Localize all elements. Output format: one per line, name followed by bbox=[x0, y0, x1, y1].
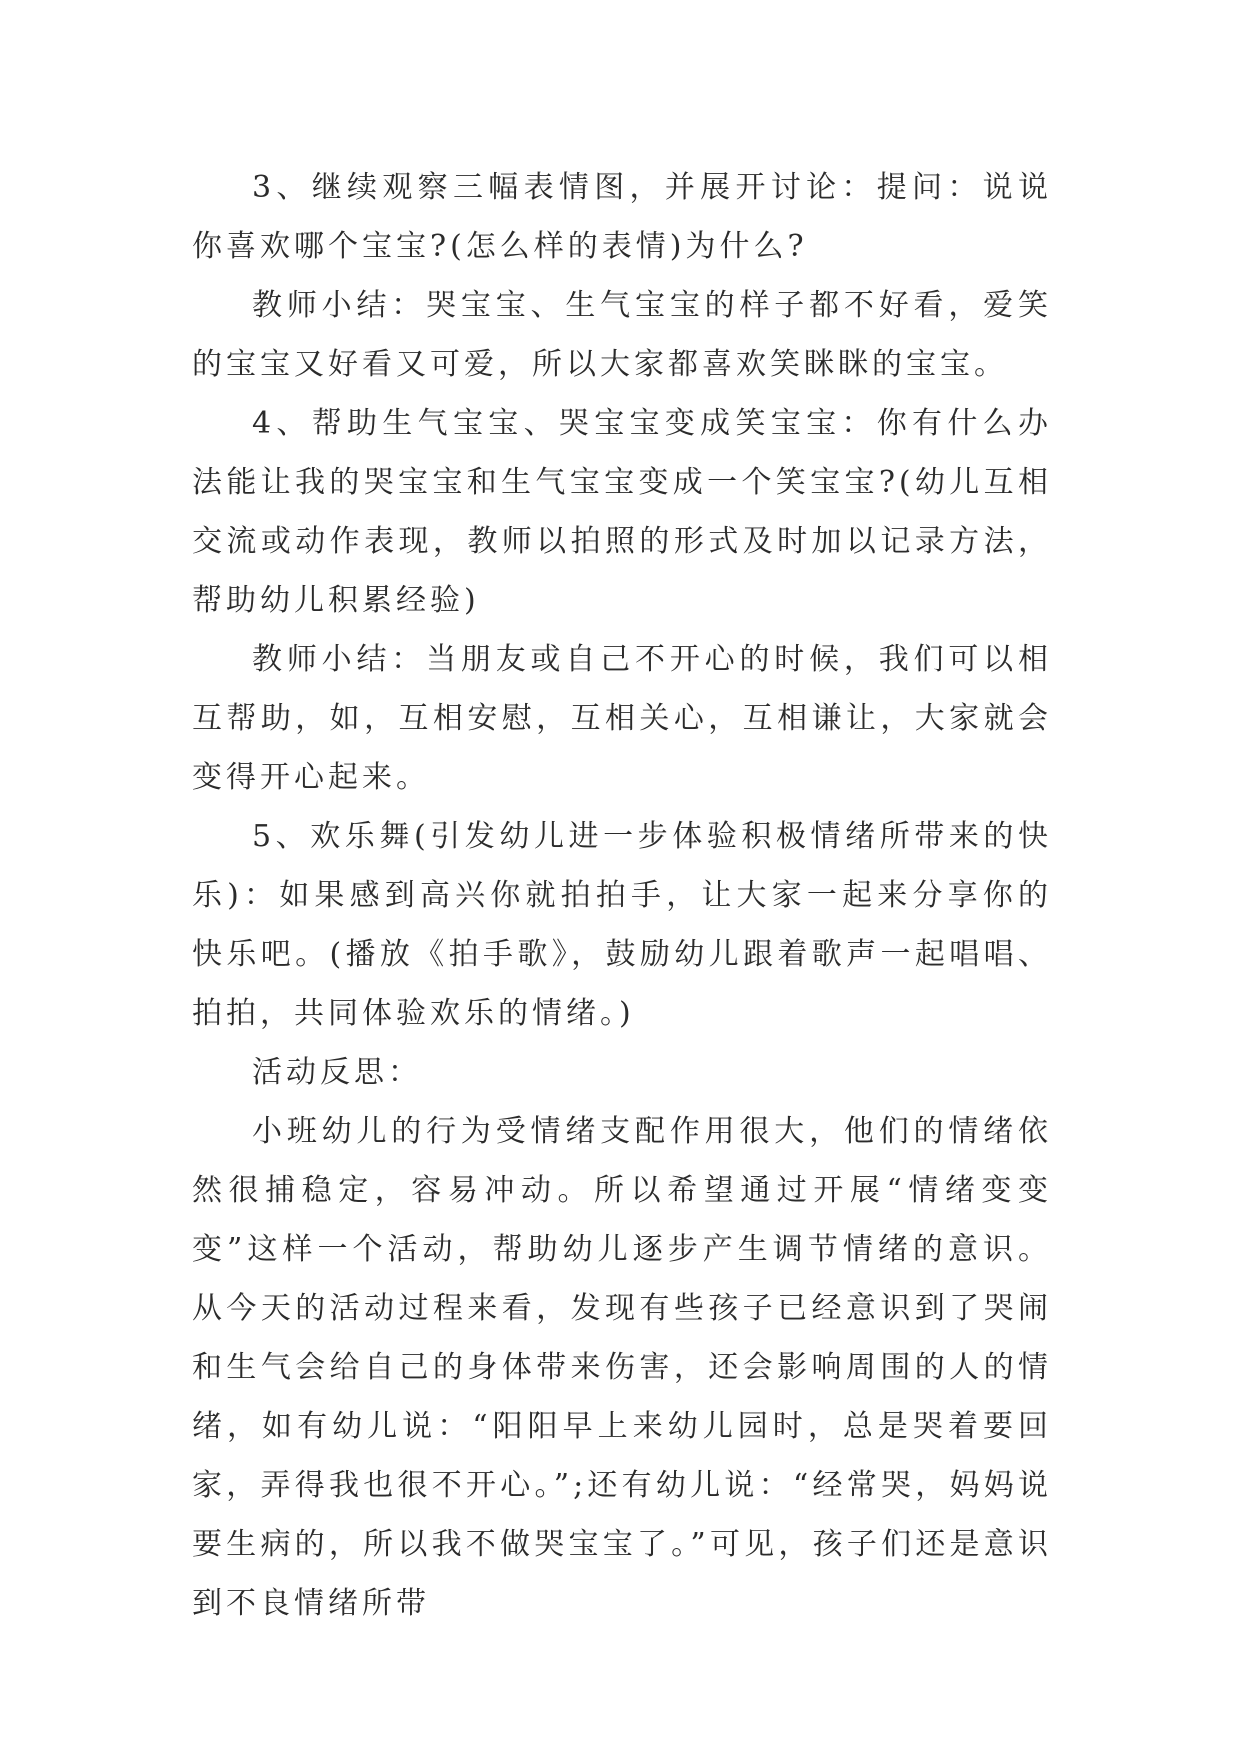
paragraph-step-4: 4、帮助生气宝宝、哭宝宝变成笑宝宝：你有什么办法能让我的哭宝宝和生气宝宝变成一个笑宝宝?(幼儿互相交流或动作表现，教师以拍照的形式及时加以记录方法，帮助幼儿积累经验) bbox=[192, 406, 1052, 618]
section-heading-reflection: 活动反思： bbox=[252, 1055, 422, 1090]
paragraph-teacher-summary-1: 教师小结：哭宝宝、生气宝宝的样子都不好看，爱笑的宝宝又好看又可爱，所以大家都喜欢笑眯眯的宝宝。 bbox=[192, 288, 1052, 382]
paragraph-reflection: 小班幼儿的行为受情绪支配作用很大，他们的情绪依然很捕稳定，容易冲动。所以希望通过开展“情绪变变变”这样一个活动，帮助幼儿逐步产生调节情绪的意识。从今天的活动过程来看，发现有些孩子已经意识到了哭闹和生气会给自己的身体带来伤害，还会影响周围的人的情绪，如有幼儿说：“阳阳早上来幼儿园时，总是哭着要回家，弄得我也很不开心。”;还有幼儿说：“经常哭，妈妈说要生病的，所以我不做哭宝宝了。”可见，孩子们还是意识到不良情绪所带 bbox=[192, 1114, 1052, 1621]
paragraph-step-3: 3、继续观察三幅表情图，并展开讨论：提问：说说你喜欢哪个宝宝?(怎么样的表情)为什么? bbox=[192, 170, 1052, 264]
document-body bbox=[192, 158, 1052, 1633]
paragraph-teacher-summary-2: 教师小结：当朋友或自己不开心的时候，我们可以相互帮助，如，互相安慰，互相关心，互相谦让，大家就会变得开心起来。 bbox=[192, 642, 1052, 795]
paragraph-step-5: 5、欢乐舞(引发幼儿进一步体验积极情绪所带来的快乐)：如果感到高兴你就拍拍手，让大家一起来分享你的快乐吧。(播放《拍手歌》，鼓励幼儿跟着歌声一起唱唱、拍拍，共同体验欢乐的情绪。) bbox=[192, 819, 1052, 1031]
